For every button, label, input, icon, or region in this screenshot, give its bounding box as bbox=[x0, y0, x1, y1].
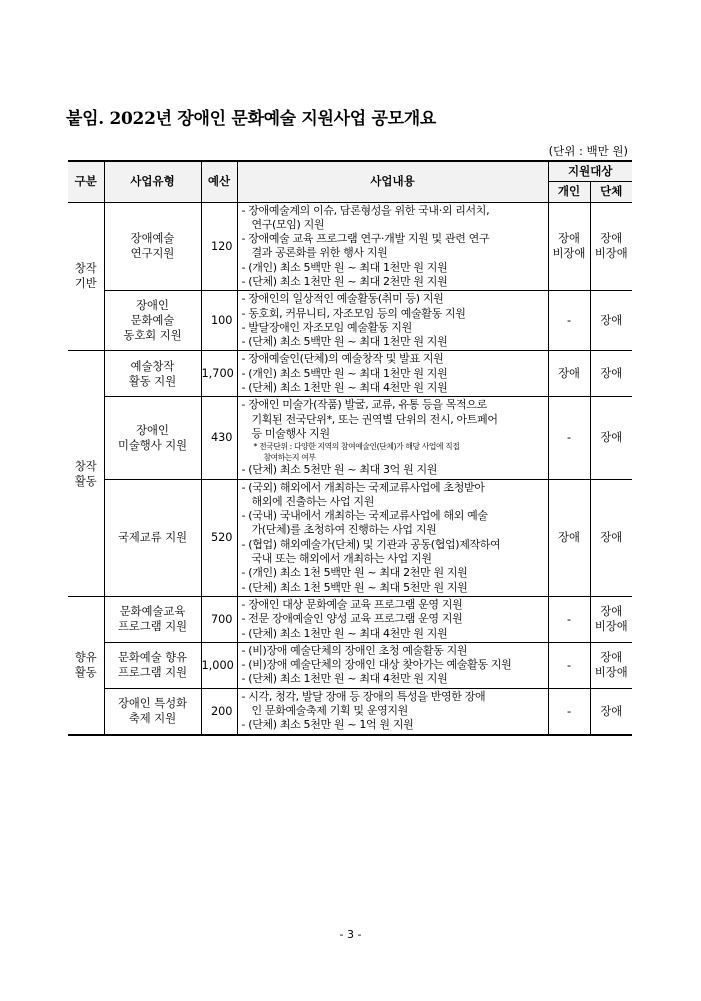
budget-cell: 100 bbox=[201, 291, 237, 351]
budget-cell: 1,000 bbox=[201, 642, 237, 688]
table-row bbox=[68, 688, 632, 734]
content-line: - (단체) 최소 1천만 원 ~ 최대 2천만 원 지원 bbox=[241, 274, 448, 288]
header-type: 사업유형 bbox=[104, 161, 201, 202]
program-type-cell: 예술창작 활동 지원 bbox=[104, 351, 201, 397]
content-line: - (개인) 최소 1천 5백만 원 ~ 최대 2천만 원 지원 bbox=[241, 566, 468, 580]
program-type-cell: 문화예술 향유 프로그램 지원 bbox=[104, 642, 201, 688]
content-cell bbox=[237, 642, 548, 688]
content-line: - (단체) 최소 5천만 원 ~ 최대 3억 원 지원 bbox=[241, 463, 438, 477]
content-line: 기획된 전국단위*, 또는 권역별 단위의 전시, 아트페어 bbox=[251, 412, 498, 426]
content-cell bbox=[237, 688, 548, 734]
program-table bbox=[68, 160, 632, 736]
target-individual-cell: 장애 bbox=[548, 479, 590, 596]
content-line: 연구(모임) 지원 bbox=[251, 217, 325, 231]
program-type-cell: 장애예술 연구지원 bbox=[104, 202, 201, 291]
table-row bbox=[68, 397, 632, 479]
content-line: - 장애예술인(단체)의 예술창작 및 발표 지원 bbox=[241, 352, 444, 366]
target-group-cell: 장애 bbox=[590, 479, 632, 596]
content-line: - (단체) 최소 1천만 원 ~ 최대 4천만 원 지원 bbox=[241, 672, 448, 686]
content-line: 국내 또는 해외에서 개최하는 사업 지원 bbox=[251, 552, 432, 566]
content-line: - 발달장애인 자조모임 예술활동 지원 bbox=[241, 320, 412, 334]
content-line: - 장애인의 일상적인 예술활동(취미 등) 지원 bbox=[241, 292, 444, 306]
content-line: - (단체) 최소 1천만 원 ~ 최대 4천만 원 지원 bbox=[241, 381, 448, 395]
content-line: - (개인) 최소 5백만 원 ~ 최대 1천만 원 지원 bbox=[241, 366, 448, 380]
document-title: 붙임. 2022년 장애인 문화예술 지원사업 공모개요 bbox=[66, 109, 437, 129]
footnote-line: 참여하는지 여부 bbox=[263, 453, 316, 463]
content-line: 등 미술행사 지원 bbox=[251, 426, 330, 440]
content-line: - 장애인 미술가(작품) 발굴, 교류, 유통 등을 목적으로 bbox=[241, 398, 487, 412]
budget-cell: 520 bbox=[201, 479, 237, 596]
table-body bbox=[68, 202, 632, 735]
header-budget: 예산 bbox=[201, 161, 237, 202]
content-line: 해외에 진출하는 사업 지원 bbox=[251, 494, 374, 508]
target-group-cell: 장애 bbox=[590, 688, 632, 734]
budget-cell: 430 bbox=[201, 397, 237, 479]
footnote-line: * 전국단위 : 다양한 지역의 참여예술인(단체)가 해당 사업에 직접 bbox=[253, 442, 460, 452]
content-cell bbox=[237, 202, 548, 291]
header-target: 지원대상 bbox=[548, 161, 632, 181]
content-line: - (비)장애 예술단체의 장애인 초청 예술활동 지원 bbox=[241, 643, 468, 657]
content-line: - 시각, 청각, 발달 장애 등 장애의 특성을 반영한 장애 bbox=[241, 689, 486, 703]
table-row bbox=[68, 351, 632, 397]
target-individual-cell: - bbox=[548, 688, 590, 734]
table-row bbox=[68, 596, 632, 642]
content-line: - (단체) 최소 5백만 원 ~ 최대 1천만 원 지원 bbox=[241, 335, 448, 349]
program-type-cell: 장애인 미술행사 지원 bbox=[104, 397, 201, 479]
program-type-cell: 국제교류 지원 bbox=[104, 479, 201, 596]
program-type-cell: 장애인 문화예술 동호회 지원 bbox=[104, 291, 201, 351]
content-cell bbox=[237, 596, 548, 642]
budget-cell: 700 bbox=[201, 596, 237, 642]
target-group-cell: 장애 bbox=[590, 351, 632, 397]
content-line: 인 문화예술축제 기획 및 운영지원 bbox=[251, 704, 408, 717]
header-group: 단체 bbox=[590, 181, 632, 202]
program-type-cell: 장애인 특성화 축제 지원 bbox=[104, 688, 201, 734]
category-cell: 창작 기반 bbox=[68, 202, 104, 351]
content-line: - (협업) 해외예술가(단체) 및 기관과 공동(협업)제작하여 bbox=[241, 537, 501, 551]
table-row bbox=[68, 479, 632, 596]
budget-cell: 120 bbox=[201, 202, 237, 291]
program-type-cell: 문화예술교육 프로그램 지원 bbox=[104, 596, 201, 642]
target-individual-cell: - bbox=[548, 397, 590, 479]
header-content: 사업내용 bbox=[237, 161, 548, 202]
target-group-cell: 장애 bbox=[590, 397, 632, 479]
target-individual-cell: - bbox=[548, 642, 590, 688]
content-line: - (단체) 최소 1천만 원 ~ 최대 4천만 원 지원 bbox=[241, 626, 448, 640]
content-line: - 장애예술 교육 프로그램 연구·개발 지원 및 관련 연구 bbox=[241, 232, 490, 246]
content-line: - 전문 장애예술인 양성 교육 프로그램 운영 지원 bbox=[241, 612, 463, 626]
target-group-cell: 장애 비장애 bbox=[590, 642, 632, 688]
category-cell: 향유 활동 bbox=[68, 596, 104, 734]
content-line: - (국내) 국내에서 개최하는 국제교류사업에 해외 예술 bbox=[241, 509, 488, 523]
header-individual: 개인 bbox=[548, 181, 590, 202]
content-line: - (단체) 최소 1천 5백만 원 ~ 최대 5천만 원 지원 bbox=[241, 580, 468, 594]
content-cell bbox=[237, 397, 548, 479]
target-individual-cell: 장애 비장애 bbox=[548, 202, 590, 291]
header-category: 구분 bbox=[68, 161, 104, 202]
content-line: - 장애예술계의 이슈, 담론형성을 위한 국내·외 리서치, bbox=[241, 203, 490, 217]
target-individual-cell: - bbox=[548, 596, 590, 642]
content-line: - 동호회, 커뮤니티, 자조모임 등의 예술활동 지원 bbox=[241, 306, 466, 320]
target-group-cell: 장애 비장애 bbox=[590, 202, 632, 291]
table-row bbox=[68, 642, 632, 688]
table-row bbox=[68, 202, 632, 291]
content-line: - (단체) 최소 5천만 원 ~ 1억 원 지원 bbox=[241, 718, 414, 732]
table-row bbox=[68, 291, 632, 351]
target-individual-cell: - bbox=[548, 291, 590, 351]
target-individual-cell: 장애 bbox=[548, 351, 590, 397]
target-group-cell: 장애 bbox=[590, 291, 632, 351]
content-cell bbox=[237, 291, 548, 351]
content-line: 가(단체)를 초청하여 진행하는 사업 지원 bbox=[251, 523, 437, 537]
content-line: 결과 공론화를 위한 행사 지원 bbox=[251, 246, 388, 260]
content-line: - (개인) 최소 5백만 원 ~ 최대 1천만 원 지원 bbox=[241, 260, 448, 274]
page-number: - 3 - bbox=[339, 928, 362, 941]
content-line: - (비)장애 예술단체의 장애인 대상 찾아가는 예술활동 지원 bbox=[241, 658, 512, 672]
budget-cell: 200 bbox=[201, 688, 237, 734]
budget-cell: 1,700 bbox=[201, 351, 237, 397]
unit-note: (단위 : 백만 원) bbox=[548, 144, 628, 158]
content-cell bbox=[237, 479, 548, 596]
content-cell bbox=[237, 351, 548, 397]
content-line: - (국외) 해외에서 개최하는 국제교류사업에 초청받아 bbox=[241, 480, 485, 494]
category-cell: 창작 활동 bbox=[68, 351, 104, 596]
target-group-cell: 장애 비장애 bbox=[590, 596, 632, 642]
content-line: - 장애인 대상 문화예술 교육 프로그램 운영 지원 bbox=[241, 597, 463, 611]
